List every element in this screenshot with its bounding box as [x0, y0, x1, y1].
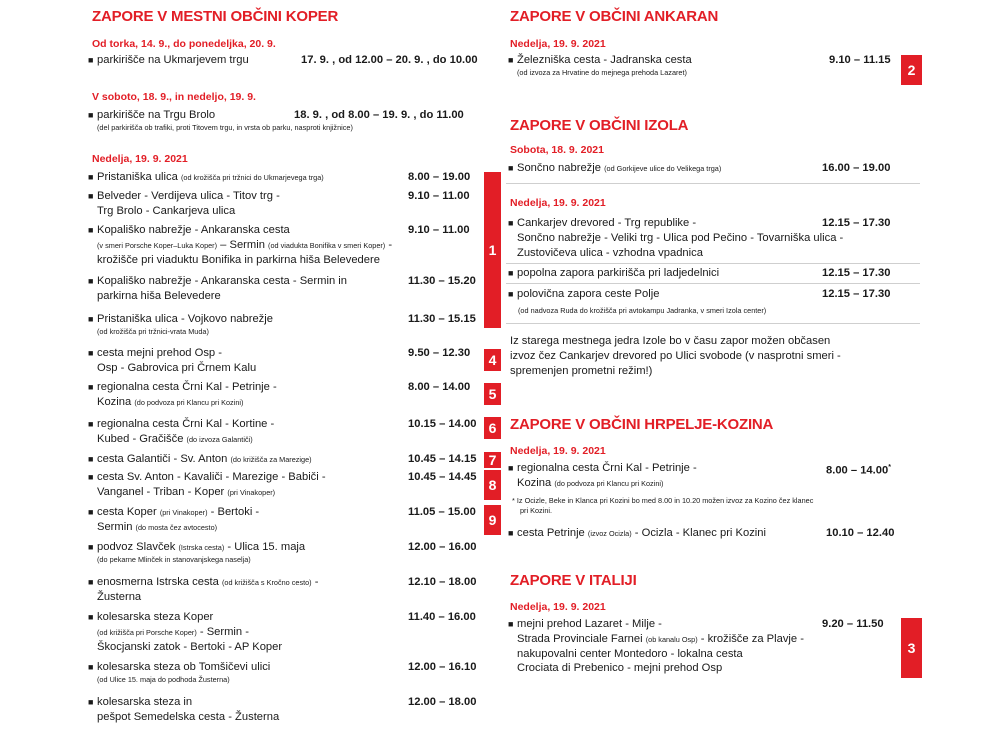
bullet-icon: ■	[508, 268, 514, 278]
bullet-icon: ■	[88, 382, 94, 392]
closure-time: 12.15 – 17.30	[822, 267, 891, 279]
koper-g3-heading: Nedelja, 19. 9. 2021	[92, 153, 188, 165]
bullet-icon: ■	[88, 697, 94, 707]
route-badge-5: 5	[484, 383, 501, 405]
list-item: ■ parkirišče na Trgu Brolo (del parkirišča ob trafiki, proti Titovem trgu, in vrsta ob parku, nasproti knjižnice) 18. 9. , od 8.00 – 19. 9. , do 11.00	[88, 109, 464, 132]
bullet-icon: ■	[508, 528, 514, 538]
bullet-icon: ■	[508, 289, 514, 299]
closure-time: 8.00 – 14.00	[408, 381, 471, 393]
closure-time: 10.45 – 14.15	[408, 453, 477, 465]
closure-time: 9.10 – 11.00	[408, 190, 470, 202]
list-item: ■ mejni prehod Lazaret - Milje - Strada Provinciale Farnei (ob kanalu Osp) - krožišče za Plavje - nakupovalni center Montedoro - lokalna cesta Crociata di Prebenico - mejni prehod Osp 9.20 – 11.50	[508, 618, 884, 675]
list-item: ■ kolesarska steza in pešpot Semedelska cesta - Žusterna 12.00 – 18.00	[88, 696, 477, 723]
list-item: ■ podvoz Slavček (Istrska cesta) - Ulica 15. maja (do pekarne Mlinček in stanovanjskega naselja) 12.00 – 16.00	[88, 541, 477, 564]
list-item: ■ cesta mejni prehod Osp - Osp - Gabrovica pri Črnem Kalu 9.50 – 12.30	[88, 347, 471, 374]
closure-time: 9.50 – 12.30	[408, 347, 471, 359]
koper-g1-heading: Od torka, 14. 9., do ponedeljka, 20. 9.	[92, 38, 276, 50]
list-item: ■ kolesarska steza ob Tomšičevi ulici (od Ulice 15. maja do podhoda Žusterna) 12.00 – 16.10	[88, 661, 477, 684]
closure-time: 18. 9. , od 8.00 – 19. 9. , do 11.00	[294, 109, 464, 121]
closure-time: 12.15 – 17.30	[822, 217, 891, 229]
closure-time: 10.15 – 14.00	[408, 418, 477, 430]
bullet-icon: ■	[88, 454, 94, 464]
closure-time: 11.30 – 15.20	[408, 275, 476, 287]
bullet-icon: ■	[88, 314, 94, 324]
list-item: ■ regionalna cesta Črni Kal - Petrinje - Kozina (do podvoza pri Klancu pri Kozini) 8.00 – 14.00	[88, 381, 471, 408]
closure-time: 8.00 – 19.00	[408, 171, 471, 183]
ankaran-heading: Nedelja, 19. 9. 2021	[510, 38, 606, 50]
closure-time: 8.00 – 14.00*	[826, 464, 891, 477]
list-item: ■ cesta Koper (pri Vinakoper) - Bertoki - Sermin (do mosta čez avtocesto) 11.05 – 15.00	[88, 506, 476, 533]
bullet-icon: ■	[88, 472, 94, 482]
koper-title: ZAPORE V MESTNI OBČINI KOPER	[92, 8, 339, 25]
route-badge-3: 3	[901, 618, 922, 678]
bullet-icon: ■	[88, 191, 94, 201]
route-badge-1: 1	[484, 172, 501, 328]
closure-time: 11.05 – 15.00	[408, 506, 476, 518]
list-item: ■ Cankarjev drevored - Trg republike - Sončno nabrežje - Veliki trg - Ulica pod Pečino - Tovarniška ulica - Zustovičeva ulica - vzhodna vpadnica 12.15 – 17.30	[508, 217, 891, 259]
list-item: ■ Sončno nabrežje (od Gorkijeve ulice do Velikega trga) 16.00 – 19.00	[508, 162, 891, 174]
route-badge-9: 9	[484, 505, 501, 535]
bullet-icon: ■	[88, 348, 94, 358]
list-item: ■ parkirišče na Ukmarjevem trgu 17. 9. , od 12.00 – 20. 9. , do 10.00	[88, 54, 478, 66]
izola-h1: Sobota, 18. 9. 2021	[510, 144, 604, 156]
bullet-icon: ■	[88, 507, 94, 517]
route-badge-4: 4	[484, 349, 501, 371]
closure-time: 10.45 – 14.45	[408, 471, 477, 483]
bullet-icon: ■	[88, 276, 94, 286]
bullet-icon: ■	[88, 542, 94, 552]
bullet-icon: ■	[88, 225, 94, 235]
list-item: ■ kolesarska steza Koper (od križišča pri Porsche Koper) - Sermin - Škocjanski zatok - Bertoki - AP Koper 11.40 – 16.00	[88, 611, 476, 653]
italija-heading: Nedelja, 19. 9. 2021	[510, 601, 606, 613]
bullet-icon: ■	[508, 55, 514, 65]
koper-g2-heading: V soboto, 18. 9., in nedeljo, 19. 9.	[92, 91, 256, 103]
list-item: ■ polovična zapora ceste Polje 12.15 – 17.30	[508, 288, 891, 300]
bullet-icon: ■	[88, 662, 94, 672]
izola-h2: Nedelja, 19. 9. 2021	[510, 197, 606, 209]
bullet-icon: ■	[88, 110, 94, 120]
closure-time: 10.10 – 12.40	[826, 527, 895, 539]
list-item: ■ popolna zapora parkirišča pri ladjedelnici 12.15 – 17.30	[508, 267, 891, 279]
bullet-icon: ■	[88, 55, 94, 65]
route-badge-2: 2	[901, 55, 922, 85]
list-item: ■ Pristaniška ulica - Vojkovo nabrežje (od krožišča pri tržnici-vrata Muda) 11.30 – 15.15	[88, 313, 476, 336]
bullet-icon: ■	[508, 218, 514, 228]
bullet-icon: ■	[88, 577, 94, 587]
bullet-icon: ■	[88, 612, 94, 622]
list-item: ■ enosmerna Istrska cesta (od križišča s Kročno cesto) - Žusterna 12.10 – 18.00	[88, 576, 477, 603]
list-item: ■ Belveder - Verdijeva ulica - Titov trg - Trg Brolo - Cankarjeva ulica 9.10 – 11.00	[88, 190, 470, 217]
bullet-icon: ■	[88, 419, 94, 429]
italija-title: ZAPORE V ITALIJI	[510, 572, 637, 589]
closure-time: 12.00 – 16.00	[408, 541, 477, 553]
closure-time: 17. 9. , od 12.00 – 20. 9. , do 10.00	[301, 54, 478, 66]
list-item: ■ cesta Galantiči - Sv. Anton (do križišča za Marezige) 10.45 – 14.15	[88, 453, 477, 465]
closure-time: 11.30 – 15.15	[408, 313, 476, 325]
closure-time: 12.10 – 18.00	[408, 576, 477, 588]
hrpelje-heading: Nedelja, 19. 9. 2021	[510, 445, 606, 457]
closure-time: 11.40 – 16.00	[408, 611, 476, 623]
closure-time: 9.10 – 11.00	[408, 224, 470, 236]
hrpelje-title: ZAPORE V OBČINI HRPELJE-KOZINA	[510, 416, 774, 433]
closure-time: 12.00 – 16.10	[408, 661, 477, 673]
list-item: ■ regionalna cesta Črni Kal - Kortine - Kubed - Gračišče (do izvoza Galantiči) 10.15 – 14.00	[88, 418, 477, 445]
closure-time: 9.10 – 11.15	[829, 54, 891, 66]
list-item: ■ Pristaniška ulica (od krožišča pri tržnici do Ukmarjevega trga) 8.00 – 19.00	[88, 171, 471, 183]
closure-time: 12.00 – 18.00	[408, 696, 477, 708]
izola-n3-note: (od nadvoza Ruda do krožišča pri avtokampu Jadranka, v smeri Izola center)	[518, 306, 767, 315]
route-badge-8: 8	[484, 470, 501, 500]
list-item: ■ cesta Sv. Anton - Kavaliči - Marezige - Babiči - Vanganel - Triban - Koper (pri Vinakoper) 10.45 – 14.45	[88, 471, 477, 498]
list-item: ■ cesta Petrinje (izvoz Ocizla) - Ocizla - Klanec pri Kozini 10.10 – 12.40	[508, 527, 895, 539]
izola-paragraph: Iz starega mestnega jedra Izole bo v času zapor možen občasen izvoz čez Cankarjev drevored po Ulici svobode (v nasprotni smeri - spremenjen prometni režim!)	[510, 335, 841, 377]
closure-time: 9.20 – 11.50	[822, 618, 884, 630]
route-badge-6: 6	[484, 417, 501, 439]
route-badge-7: 7	[484, 452, 501, 468]
ankaran-title: ZAPORE V OBČINI ANKARAN	[510, 8, 719, 25]
list-item: ■ regionalna cesta Črni Kal - Petrinje - Kozina (do podvoza pri Klancu pri Kozini) 8.00 – 14.00*	[508, 462, 891, 489]
hrpelje-footnote: * Iz Ocizle, Beke in Klanca pri Kozini bo med 8.00 in 10.20 možen izvoz za Kozino čez klanec pri Kozini.	[512, 496, 814, 515]
closure-time: 16.00 – 19.00	[822, 162, 891, 174]
list-item: ■ Kopališko nabrežje - Ankaranska cesta - Sermin in parkirna hiša Belevedere 11.30 – 15.20	[88, 275, 476, 302]
closure-time: 12.15 – 17.30	[822, 288, 891, 300]
bullet-icon: ■	[88, 172, 94, 182]
bullet-icon: ■	[508, 463, 514, 473]
izola-title: ZAPORE V OBČINI IZOLA	[510, 117, 689, 134]
bullet-icon: ■	[508, 619, 514, 629]
list-item: ■ Kopališko nabrežje - Ankaranska cesta (v smeri Porsche Koper–Luka Koper) – Sermin (od viadukta Bonifika v smeri Koper) - krožišče pri viaduktu Bonifika in parkirna hiša Belevedere 9.10 – 11.00	[88, 224, 470, 266]
list-item: ■ Železniška cesta - Jadranska cesta (od izvoza za Hrvatine do mejnega prehoda Lazaret) 9.10 – 11.15	[508, 54, 891, 77]
bullet-icon: ■	[508, 163, 514, 173]
